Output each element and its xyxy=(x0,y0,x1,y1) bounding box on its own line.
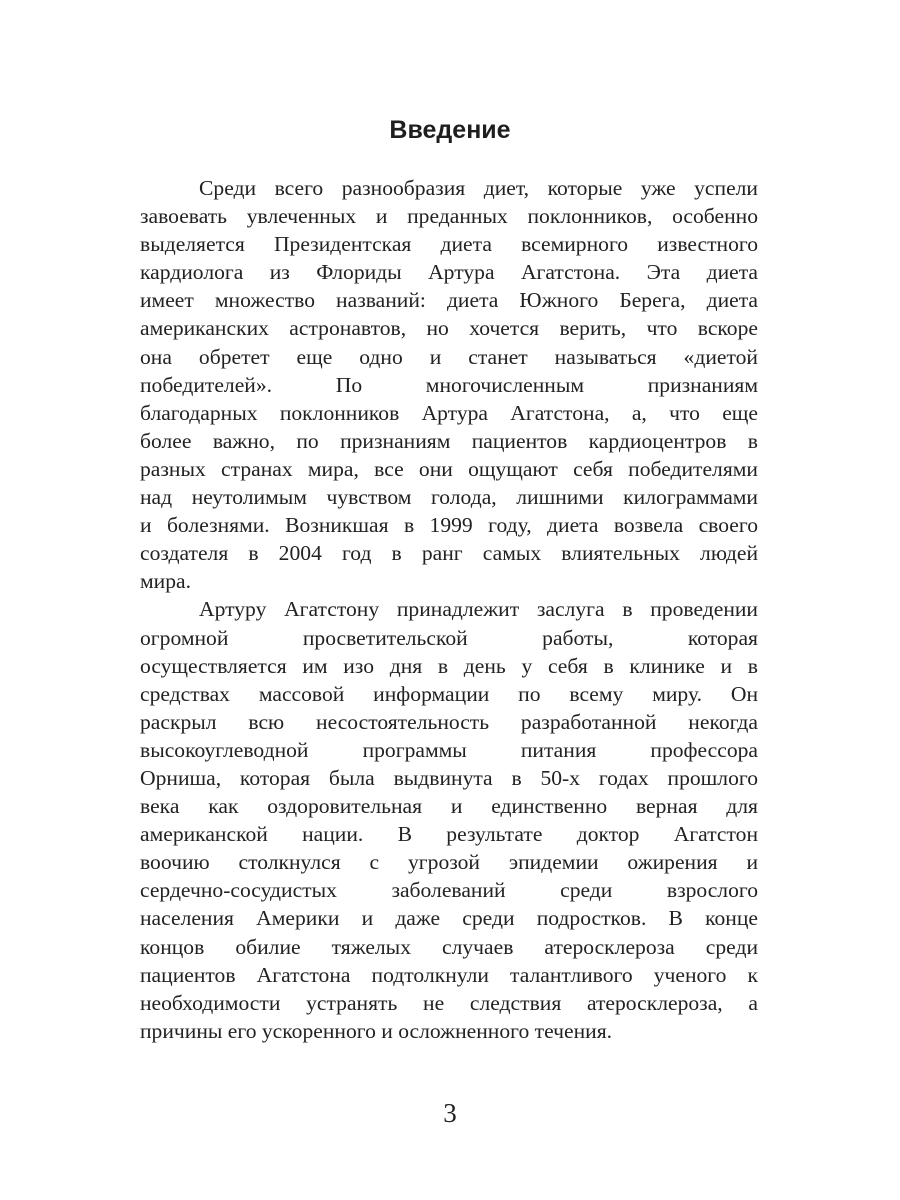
text-line: Среди всего разнообразия диет, которые уже успели xyxy=(199,176,758,200)
text-line: завоевать увлеченных и преданных поклонников, особенно xyxy=(140,204,758,229)
page-number: 3 xyxy=(443,1098,457,1128)
text-line: средствах массовой информации по всему миру. Он xyxy=(140,681,758,706)
text-line: сердечно-сосудистых заболеваний среди взрослого xyxy=(140,878,758,903)
text-line: она обретет еще одно и станет называться «диетой xyxy=(140,344,758,369)
text-line: американских астронавтов, но хочется верить, что вскоре xyxy=(140,316,758,341)
text-line: выделяется Президентская диета всемирного известного xyxy=(140,232,758,257)
text-line: и болезнями. Возникшая в 1999 году, диета возвела своего xyxy=(140,513,758,538)
text-line: осуществляется им изо дня в день у себя в клинике и в xyxy=(140,653,758,678)
text-line: воочию столкнулся с угрозой эпидемии ожирения и xyxy=(140,850,758,875)
paragraph xyxy=(140,174,758,595)
text-line: более важно, по признаниям пациентов кардиоцентров в xyxy=(140,428,758,453)
text-line: создателя в 2004 год в ранг самых влиятельных людей xyxy=(140,541,758,566)
page-title: Введение xyxy=(389,116,511,144)
text-line: победителей». По многочисленным признаниям xyxy=(140,372,758,397)
text-line: высокоуглеводной программы питания профессора xyxy=(140,737,758,762)
text-line: пациентов Агатстона подтолкнули талантливого ученого к xyxy=(140,962,758,987)
text-line: огромной просветительской работы, которая xyxy=(140,625,758,650)
text-line: кардиолога из Флориды Артура Агатстона. Эта диета xyxy=(140,260,758,285)
text-line: причины его ускоренного и осложненного течения. xyxy=(140,1018,613,1043)
text-line: благодарных поклонников Артура Агатстона, а, что еще xyxy=(140,400,758,425)
text-line: концов обилие тяжелых случаев атеросклероза среди xyxy=(140,934,758,959)
text-line: над неутолимым чувством голода, лишними килограммами xyxy=(140,485,758,510)
text-line: необходимости устранять не следствия атеросклероза, а xyxy=(140,990,758,1015)
text-line: Артуру Агатстону принадлежит заслуга в проведении xyxy=(199,597,758,622)
text-line: Орниша, которая была выдвинута в 50-х годах прошлого xyxy=(140,765,758,790)
text-line: раскрыл всю несостоятельность разработанной некогда xyxy=(140,709,758,734)
text-line: разных странах мира, все они ощущают себя победителями xyxy=(140,456,758,481)
text-line: населения Америки и даже среди подростков. В конце xyxy=(140,906,758,931)
text-line: века как оздоровительная и единственно верная для xyxy=(140,794,758,819)
paragraph xyxy=(140,595,758,1045)
text-line: имеет множество названий: диета Южного Берега, диета xyxy=(140,288,758,313)
body-text xyxy=(140,174,758,1045)
text-line: мира. xyxy=(140,569,192,594)
text-line: американской нации. В результате доктор Агатстон xyxy=(140,822,758,847)
